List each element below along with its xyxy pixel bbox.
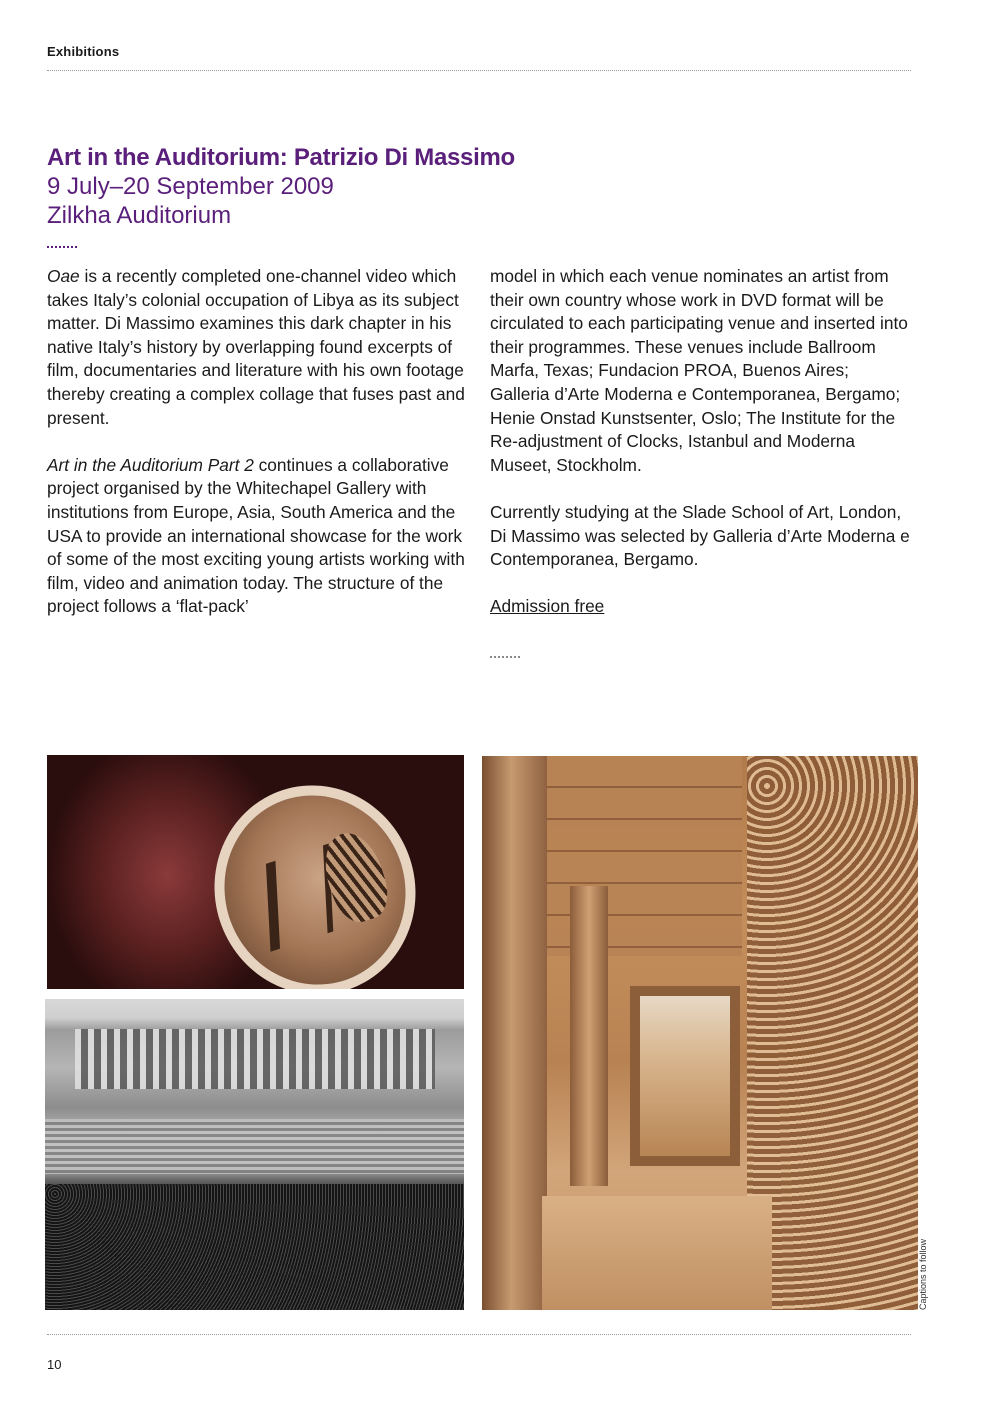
ruins-column-left bbox=[482, 756, 547, 1310]
monument-colonnade bbox=[75, 1029, 435, 1089]
paragraph-project-text: continues a collaborative project organised by the Whitechapel Gallery with institutions from Europe, Asia, South America and the USA to provide an international showcase for the work of some of the most exciting young artists working with film, video and animation today. The structure of the project follows a ‘flat-pack’ bbox=[47, 454, 465, 617]
ruins-ground bbox=[542, 1196, 772, 1310]
paragraph-oae-text: is a recently completed one-channel video which takes Italy’s colonial occupation of Libya as its subject matter. Di Massimo examines this dark chapter in his native Italy’s history by overlapping found excerpts of film, documentaries and literature with his own footage thereby creating a complex collage that fuses past and present. bbox=[47, 266, 465, 428]
paragraph-artist: Currently studying at the Slade School of Art, London, Di Massimo was selected by Galleria d’Arte Moderna e Contemporanea, Bergamo. bbox=[490, 501, 910, 570]
body-column-left bbox=[47, 265, 467, 643]
ruins-column-middle bbox=[570, 886, 608, 1186]
work-title-oae: Oae bbox=[47, 266, 80, 286]
coin-emblem-left bbox=[266, 843, 333, 951]
paragraph-project bbox=[47, 454, 467, 619]
exhibition-title: Art in the Auditorium: Patrizio Di Massimo bbox=[47, 144, 515, 171]
crowd bbox=[45, 1184, 464, 1310]
still-image-ruins bbox=[482, 756, 918, 1310]
coin-shape bbox=[187, 759, 442, 989]
title-dots bbox=[47, 246, 77, 248]
page-number: 10 bbox=[47, 1357, 62, 1372]
exhibition-venue: Zilkha Auditorium bbox=[47, 202, 232, 229]
paragraph-venues: model in which each venue nominates an artist from their own country whose work in DVD format will be circulated to each participating venue and inserted into their programmes. These venues include Ballroom Marfa, Texas; Fundacion PROA, Buenos Aires; Galleria d’Arte Moderna e Contemporanea, Bergamo; Henie Onstad Kunstsenter, Oslo; The Institute for the Re-adjustment of Clocks, Istanbul and Moderna Museet, Stockholm. bbox=[490, 266, 908, 475]
admission-dots bbox=[490, 656, 520, 658]
ruins-doorway bbox=[630, 986, 740, 1166]
paragraph-oae bbox=[47, 265, 467, 430]
still-image-monument bbox=[45, 999, 464, 1310]
exhibition-dates: 9 July–20 September 2009 bbox=[47, 173, 334, 200]
still-image-coin bbox=[47, 755, 464, 989]
bottom-divider bbox=[47, 1334, 911, 1335]
exhibition-title-block bbox=[47, 143, 515, 230]
section-label: Exhibitions bbox=[47, 44, 120, 59]
captions-note: Captions to follow bbox=[918, 1238, 928, 1310]
admission-link[interactable]: Admission free bbox=[490, 596, 605, 617]
ruins-carved-pilaster bbox=[747, 756, 918, 1310]
project-title: Art in the Auditorium Part 2 bbox=[47, 454, 254, 475]
body-column-right bbox=[490, 265, 910, 619]
monument-steps bbox=[45, 1119, 464, 1174]
top-divider bbox=[47, 70, 911, 71]
